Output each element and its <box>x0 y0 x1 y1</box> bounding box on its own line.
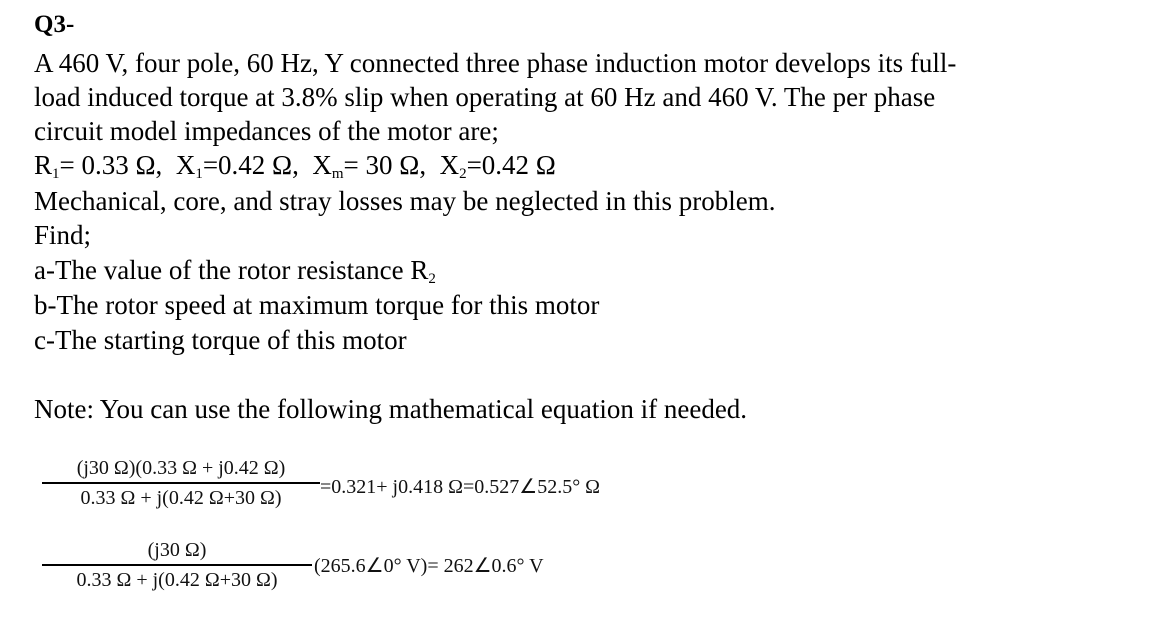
equation-2-denominator: 0.33 Ω + j(0.42 Ω+30 Ω) <box>76 568 278 591</box>
equation-2-numerator: (j30 Ω) <box>147 539 207 561</box>
part-b: b-The rotor speed at maximum torque for this motor <box>34 290 600 320</box>
x1-subscript: 1 <box>195 166 203 182</box>
x2-symbol: X <box>439 150 460 180</box>
equation-2-fraction <box>42 538 312 592</box>
question-title: Q3- <box>34 11 75 38</box>
xm-symbol: X <box>312 150 332 180</box>
equation-1-numerator: (j30 Ω)(0.33 Ω + j0.42 Ω) <box>76 457 286 479</box>
x2-subscript: 2 <box>459 166 467 182</box>
equation-1-fraction <box>42 456 320 510</box>
equation-1-fraction-bar <box>42 482 320 484</box>
x1-value: =0.42 Ω, <box>202 150 299 180</box>
equation-2-result: (265.6∠0° V)= 262∠0.6° V <box>314 555 544 577</box>
question-paragraph <box>34 46 1114 148</box>
x2-value: =0.42 Ω <box>466 150 556 180</box>
r1-subscript: 1 <box>52 166 60 182</box>
xm-value: = 30 Ω, <box>343 150 427 180</box>
note-text: Note: You can use the following mathematical equation if needed. <box>34 394 748 424</box>
x1-symbol: X <box>175 150 196 180</box>
impedance-values <box>34 148 556 182</box>
part-a <box>34 253 436 287</box>
r1-value: = 0.33 Ω, <box>59 150 163 180</box>
losses-note: Mechanical, core, and stray losses may be neglected in this problem. <box>34 186 776 216</box>
r1-symbol: R <box>34 150 53 180</box>
xm-subscript: m <box>331 166 344 182</box>
find-label: Find; <box>34 220 92 250</box>
paragraph-line-2: load induced torque at 3.8% slip when operating at 60 Hz and 460 V. The per phase <box>34 82 936 112</box>
equation-1-result: =0.321+ j0.418 Ω=0.527∠52.5° Ω <box>320 476 601 498</box>
paragraph-line-1: A 460 V, four pole, 60 Hz, Y connected three phase induction motor develops its full- <box>34 48 957 78</box>
paragraph-line-3: circuit model impedances of the motor are; <box>34 116 499 146</box>
equation-1-denominator: 0.33 Ω + j(0.42 Ω+30 Ω) <box>80 486 282 509</box>
part-a-text: a-The value of the rotor resistance R <box>34 255 429 285</box>
part-a-subscript: 2 <box>428 271 436 287</box>
equation-2-fraction-bar <box>42 564 312 566</box>
part-c: c-The starting torque of this motor <box>34 325 407 355</box>
